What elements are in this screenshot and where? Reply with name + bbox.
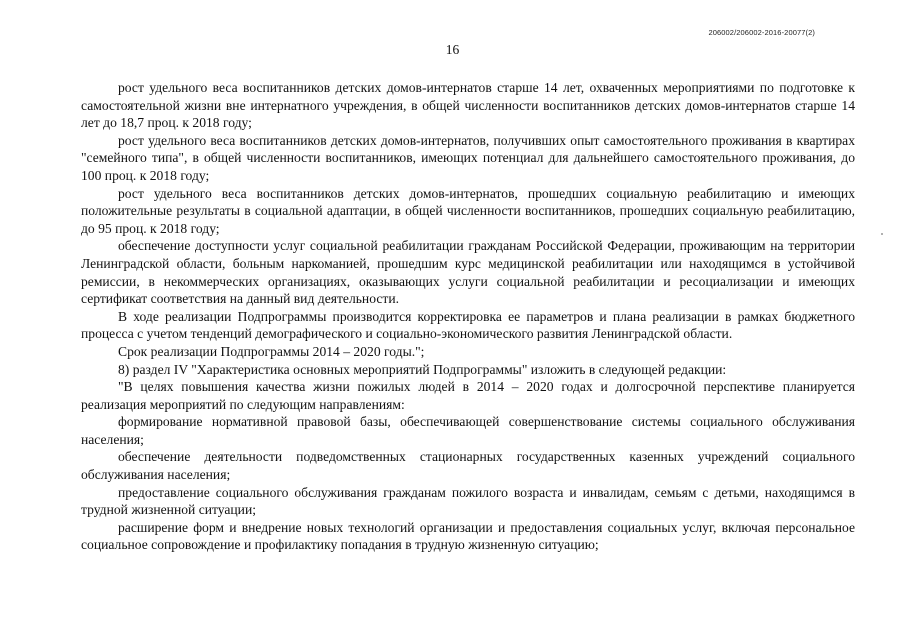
paragraph: обеспечение деятельности подведомственных стационарных государственных казенных учреждений социального обслуживания населения; (81, 449, 855, 483)
paragraph: формирование нормативной правовой базы, обеспечивающей совершенствование системы социального обслуживания населения; (81, 414, 855, 447)
paragraph: рост удельного веса воспитанников детских домов-интернатов, прошедших социальную реабилитацию и имеющих положительные результаты в социальной адаптации, в общей численности воспитанников, прошедших социальную реабилитацию, до 95 проц. к 2018 году; (81, 185, 855, 236)
paragraph: обеспечение доступности услуг социальной реабилитации гражданам Российской Федерации, проживающим на территории Ленинградской области, больным наркоманией, прошедшим курс медицинской реабилитации или находящимся в устойчивой ремиссии, в некоммерческих организациях, оказывающих услуги социальной реабилитации и ресоциализации и имеющих сертификат соответствия на данный вид деятельности. (81, 238, 855, 307)
paragraph: рост удельного веса воспитанников детских домов-интернатов, получивших опыт самостоятельного проживания в квартирах "семейного типа", в общей численности воспитанников, имеющих потенциал для дальнейшего самостоятельного проживания, до 100 проц. к 2018 году; (81, 132, 855, 183)
page-number: 16 (445, 42, 460, 57)
document-body (81, 79, 855, 554)
paragraph: Срок реализации Подпрограммы 2014 – 2020 годы."; (118, 343, 425, 359)
scan-speck (881, 233, 883, 235)
paragraph: В ходе реализации Подпрограммы производится корректировка ее параметров и плана реализации в рамках бюджетного процесса с учетом тенденций демографического и социально-экономического развития Ленинградской области. (81, 308, 855, 342)
paragraph: расширение форм и внедрение новых технологий организации и предоставления социальных услуг, включая персональное социальное сопровождение и профилактику попадания в трудную жизненную ситуацию; (81, 519, 855, 553)
paragraph: предоставление социального обслуживания гражданам пожилого возраста и инвалидам, семьям с детьми, находящимся в трудной жизненной ситуации; (81, 484, 855, 518)
paragraph: "В целях повышения качества жизни пожилых людей в 2014 – 2020 годах и долгосрочной перспективе планируется реализация мероприятий по следующим направлениям: (81, 379, 855, 412)
document-id: 206002/206002-2016-20077(2) (708, 28, 815, 37)
paragraph: рост удельного веса воспитанников детских домов-интернатов старше 14 лет, охваченных мероприятиями по подготовке к самостоятельной жизни вне интернатного учреждения, в общей численности воспитанников детских домов-интернатов старше 14 лет до 18,7 проц. к 2018 году; (81, 80, 855, 131)
paragraph: 8) раздел IV "Характеристика основных мероприятий Подпрограммы" изложить в следующей редакции: (118, 361, 727, 377)
